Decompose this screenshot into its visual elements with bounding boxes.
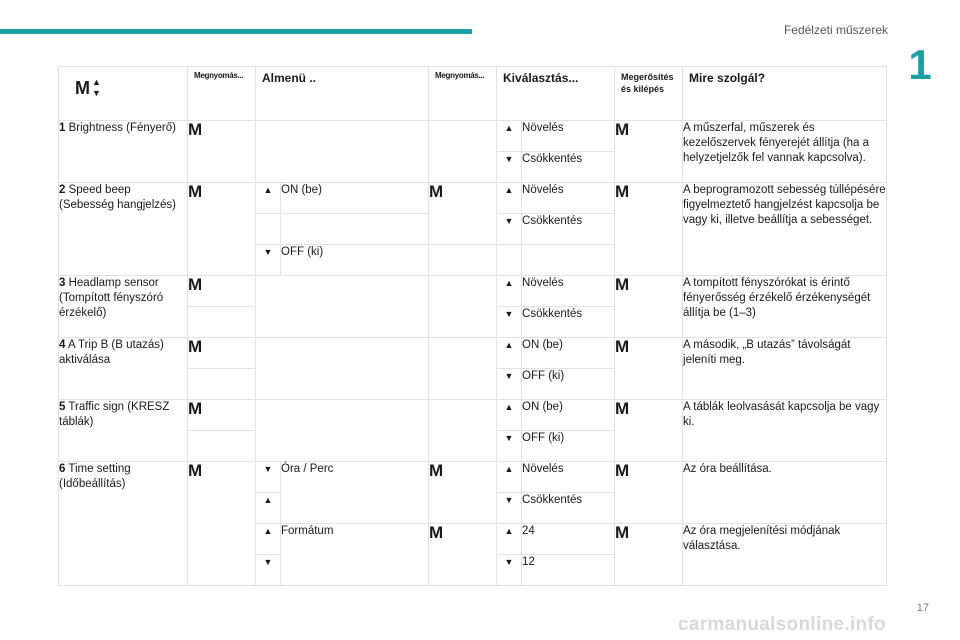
col-header-press1: Megnyomás... bbox=[188, 67, 256, 121]
m-button-icon: M bbox=[188, 121, 256, 183]
up-arrow-icon: ▲ bbox=[497, 183, 522, 214]
up-arrow-icon: ▲ bbox=[497, 400, 522, 431]
setting-name-cell: 1 Brightness (Fényerő) bbox=[59, 121, 188, 183]
select-option: Csökkentés bbox=[522, 307, 615, 338]
col-header-press2: Megnyomás... bbox=[429, 67, 497, 121]
description-cell: A beprogramozott sebesség túllépésére figyelmeztető hangjelzést kapcsolja be vagy ki, illetve beállítja a sebességet. bbox=[683, 183, 887, 276]
menu-button-header bbox=[59, 67, 188, 121]
table-header-row bbox=[59, 67, 887, 121]
m-button-icon: M bbox=[188, 462, 256, 586]
setting-name-cell: 2 Speed beep (Sebesség hangjelzés) bbox=[59, 183, 188, 276]
setting-name-cell: 4 A Trip B (B utazás) aktiválása bbox=[59, 338, 188, 400]
select-option: Csökkentés bbox=[522, 214, 615, 245]
table-row bbox=[59, 462, 887, 493]
down-arrow-icon: ▼ bbox=[497, 369, 522, 400]
select-option: Növelés bbox=[522, 462, 615, 493]
m-button-icon: M bbox=[615, 183, 683, 276]
select-option: OFF (ki) bbox=[522, 431, 615, 462]
table-row bbox=[59, 400, 887, 431]
watermark-text: carmanualsonline.info bbox=[678, 614, 886, 635]
m-button-icon: M bbox=[615, 276, 683, 338]
section-title: Fedélzeti műszerek bbox=[783, 23, 888, 37]
col-header-purpose: Mire szolgál? bbox=[683, 67, 887, 121]
description-cell: A műszerfal, műszerek és kezelőszervek fényerejét állítja (ha a helyzetjelzők fel vannak kapcsolva). bbox=[683, 121, 887, 183]
m-button-icon: M bbox=[615, 524, 683, 586]
table-row bbox=[59, 183, 887, 214]
submenu-option: Formátum bbox=[281, 524, 429, 586]
description-cell: A második, „B utazás” távolságát jeleníti meg. bbox=[683, 338, 887, 400]
down-arrow-icon: ▼ bbox=[497, 307, 522, 338]
m-button-icon: M bbox=[615, 462, 683, 524]
select-option: Növelés bbox=[522, 183, 615, 214]
down-arrow-icon: ▼ bbox=[497, 493, 522, 524]
up-arrow-icon: ▲ bbox=[497, 462, 522, 493]
select-option: Csökkentés bbox=[522, 152, 615, 183]
up-arrow-icon: ▲ bbox=[92, 77, 101, 87]
description-cell: Az óra megjelenítési módjának választása. bbox=[683, 524, 887, 586]
m-button-icon: M bbox=[188, 338, 256, 369]
select-option: Növelés bbox=[522, 121, 615, 152]
page-number: 17 bbox=[916, 602, 929, 614]
col-header-confirm: Megerősítés és kilépés bbox=[615, 67, 683, 121]
select-option: Növelés bbox=[522, 276, 615, 307]
down-arrow-icon: ▼ bbox=[256, 555, 281, 586]
up-arrow-icon: ▲ bbox=[256, 183, 281, 214]
menu-settings-table bbox=[58, 66, 887, 586]
down-arrow-icon: ▼ bbox=[256, 245, 281, 276]
submenu-option: OFF (ki) bbox=[281, 245, 429, 276]
up-arrow-icon: ▲ bbox=[497, 276, 522, 307]
description-cell: A tompított fényszórókat is érintő fényerősség érzékelő érzékenységét állítja be (1–3) bbox=[683, 276, 887, 338]
down-arrow-icon: ▼ bbox=[497, 431, 522, 462]
down-arrow-icon: ▼ bbox=[497, 555, 522, 586]
select-option: 12 bbox=[522, 555, 615, 586]
m-button-icon: M bbox=[429, 524, 497, 586]
col-header-select: Kiválasztás... bbox=[497, 67, 615, 121]
up-arrow-icon: ▲ bbox=[256, 493, 281, 524]
down-arrow-icon: ▼ bbox=[92, 88, 101, 98]
select-option: OFF (ki) bbox=[522, 369, 615, 400]
m-button-icon: M bbox=[75, 77, 90, 98]
submenu-option: Óra / Perc bbox=[281, 462, 429, 524]
m-button-icon: M bbox=[188, 276, 256, 307]
setting-name-cell: 5 Traffic sign (KRESZ táblák) bbox=[59, 400, 188, 462]
up-arrow-icon: ▲ bbox=[497, 524, 522, 555]
description-cell: A táblák leolvasását kapcsolja be vagy ki. bbox=[683, 400, 887, 462]
submenu-option: ON (be) bbox=[281, 183, 429, 214]
m-button-icon: M bbox=[615, 121, 683, 183]
m-button-icon: M bbox=[429, 183, 497, 245]
m-button-icon: M bbox=[188, 183, 256, 276]
header-accent-bar bbox=[0, 29, 472, 34]
down-arrow-icon: ▼ bbox=[256, 462, 281, 493]
up-arrow-icon: ▲ bbox=[256, 524, 281, 555]
m-button-icon: M bbox=[615, 400, 683, 462]
table-row bbox=[59, 338, 887, 369]
setting-name-cell: 6 Time setting (Időbeállítás) bbox=[59, 462, 188, 586]
setting-name-cell: 3 Headlamp sensor (Tompított fényszóró érzékelő) bbox=[59, 276, 188, 338]
m-button-icon: M bbox=[188, 400, 256, 431]
table-row bbox=[59, 121, 887, 152]
up-arrow-icon: ▲ bbox=[497, 121, 522, 152]
select-option: 24 bbox=[522, 524, 615, 555]
col-header-submenu: Almenü .. bbox=[256, 67, 429, 121]
down-arrow-icon: ▼ bbox=[497, 152, 522, 183]
m-button-icon: M bbox=[429, 462, 497, 524]
select-option: Csökkentés bbox=[522, 493, 615, 524]
up-arrow-icon: ▲ bbox=[497, 338, 522, 369]
m-button-icon: M bbox=[615, 338, 683, 400]
select-option: ON (be) bbox=[522, 338, 615, 369]
select-option: ON (be) bbox=[522, 400, 615, 431]
chapter-number: 1 bbox=[908, 41, 932, 88]
down-arrow-icon: ▼ bbox=[497, 214, 522, 245]
table-row bbox=[59, 276, 887, 307]
description-cell: Az óra beállítása. bbox=[683, 462, 887, 524]
